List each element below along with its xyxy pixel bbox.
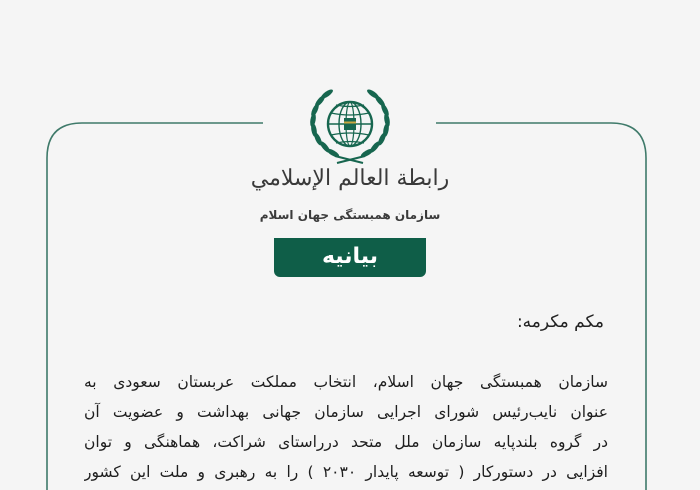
body-line: عنوان نایب‌رئیس شورای اجرایی سازمان جهانی بهداشت و عضویت آن [84,403,608,421]
body-line: سازمان همبستگی جهان اسلام، انتخاب مملکت عربستان سعودی به [84,373,608,391]
statement-body [84,367,608,487]
body-line: در گروه بلندپایه سازمان ملل متحد درراستای شراکت، هماهنگی و توان [84,433,608,451]
salutation: مکم مکرمه: [516,312,604,332]
organization-persian-name: سازمان همبستگی جهان اسلام [259,208,441,222]
organization-arabic-name: رابطة العالم الإسلامي [250,166,450,191]
body-line: افزایی در دستورکار ( توسعه پایدار ۲۰۳۰ ) را به رهبری و ملت این کشور [84,463,608,481]
globe-laurel-icon [305,86,395,164]
statement-badge: بیانیه [274,238,426,277]
